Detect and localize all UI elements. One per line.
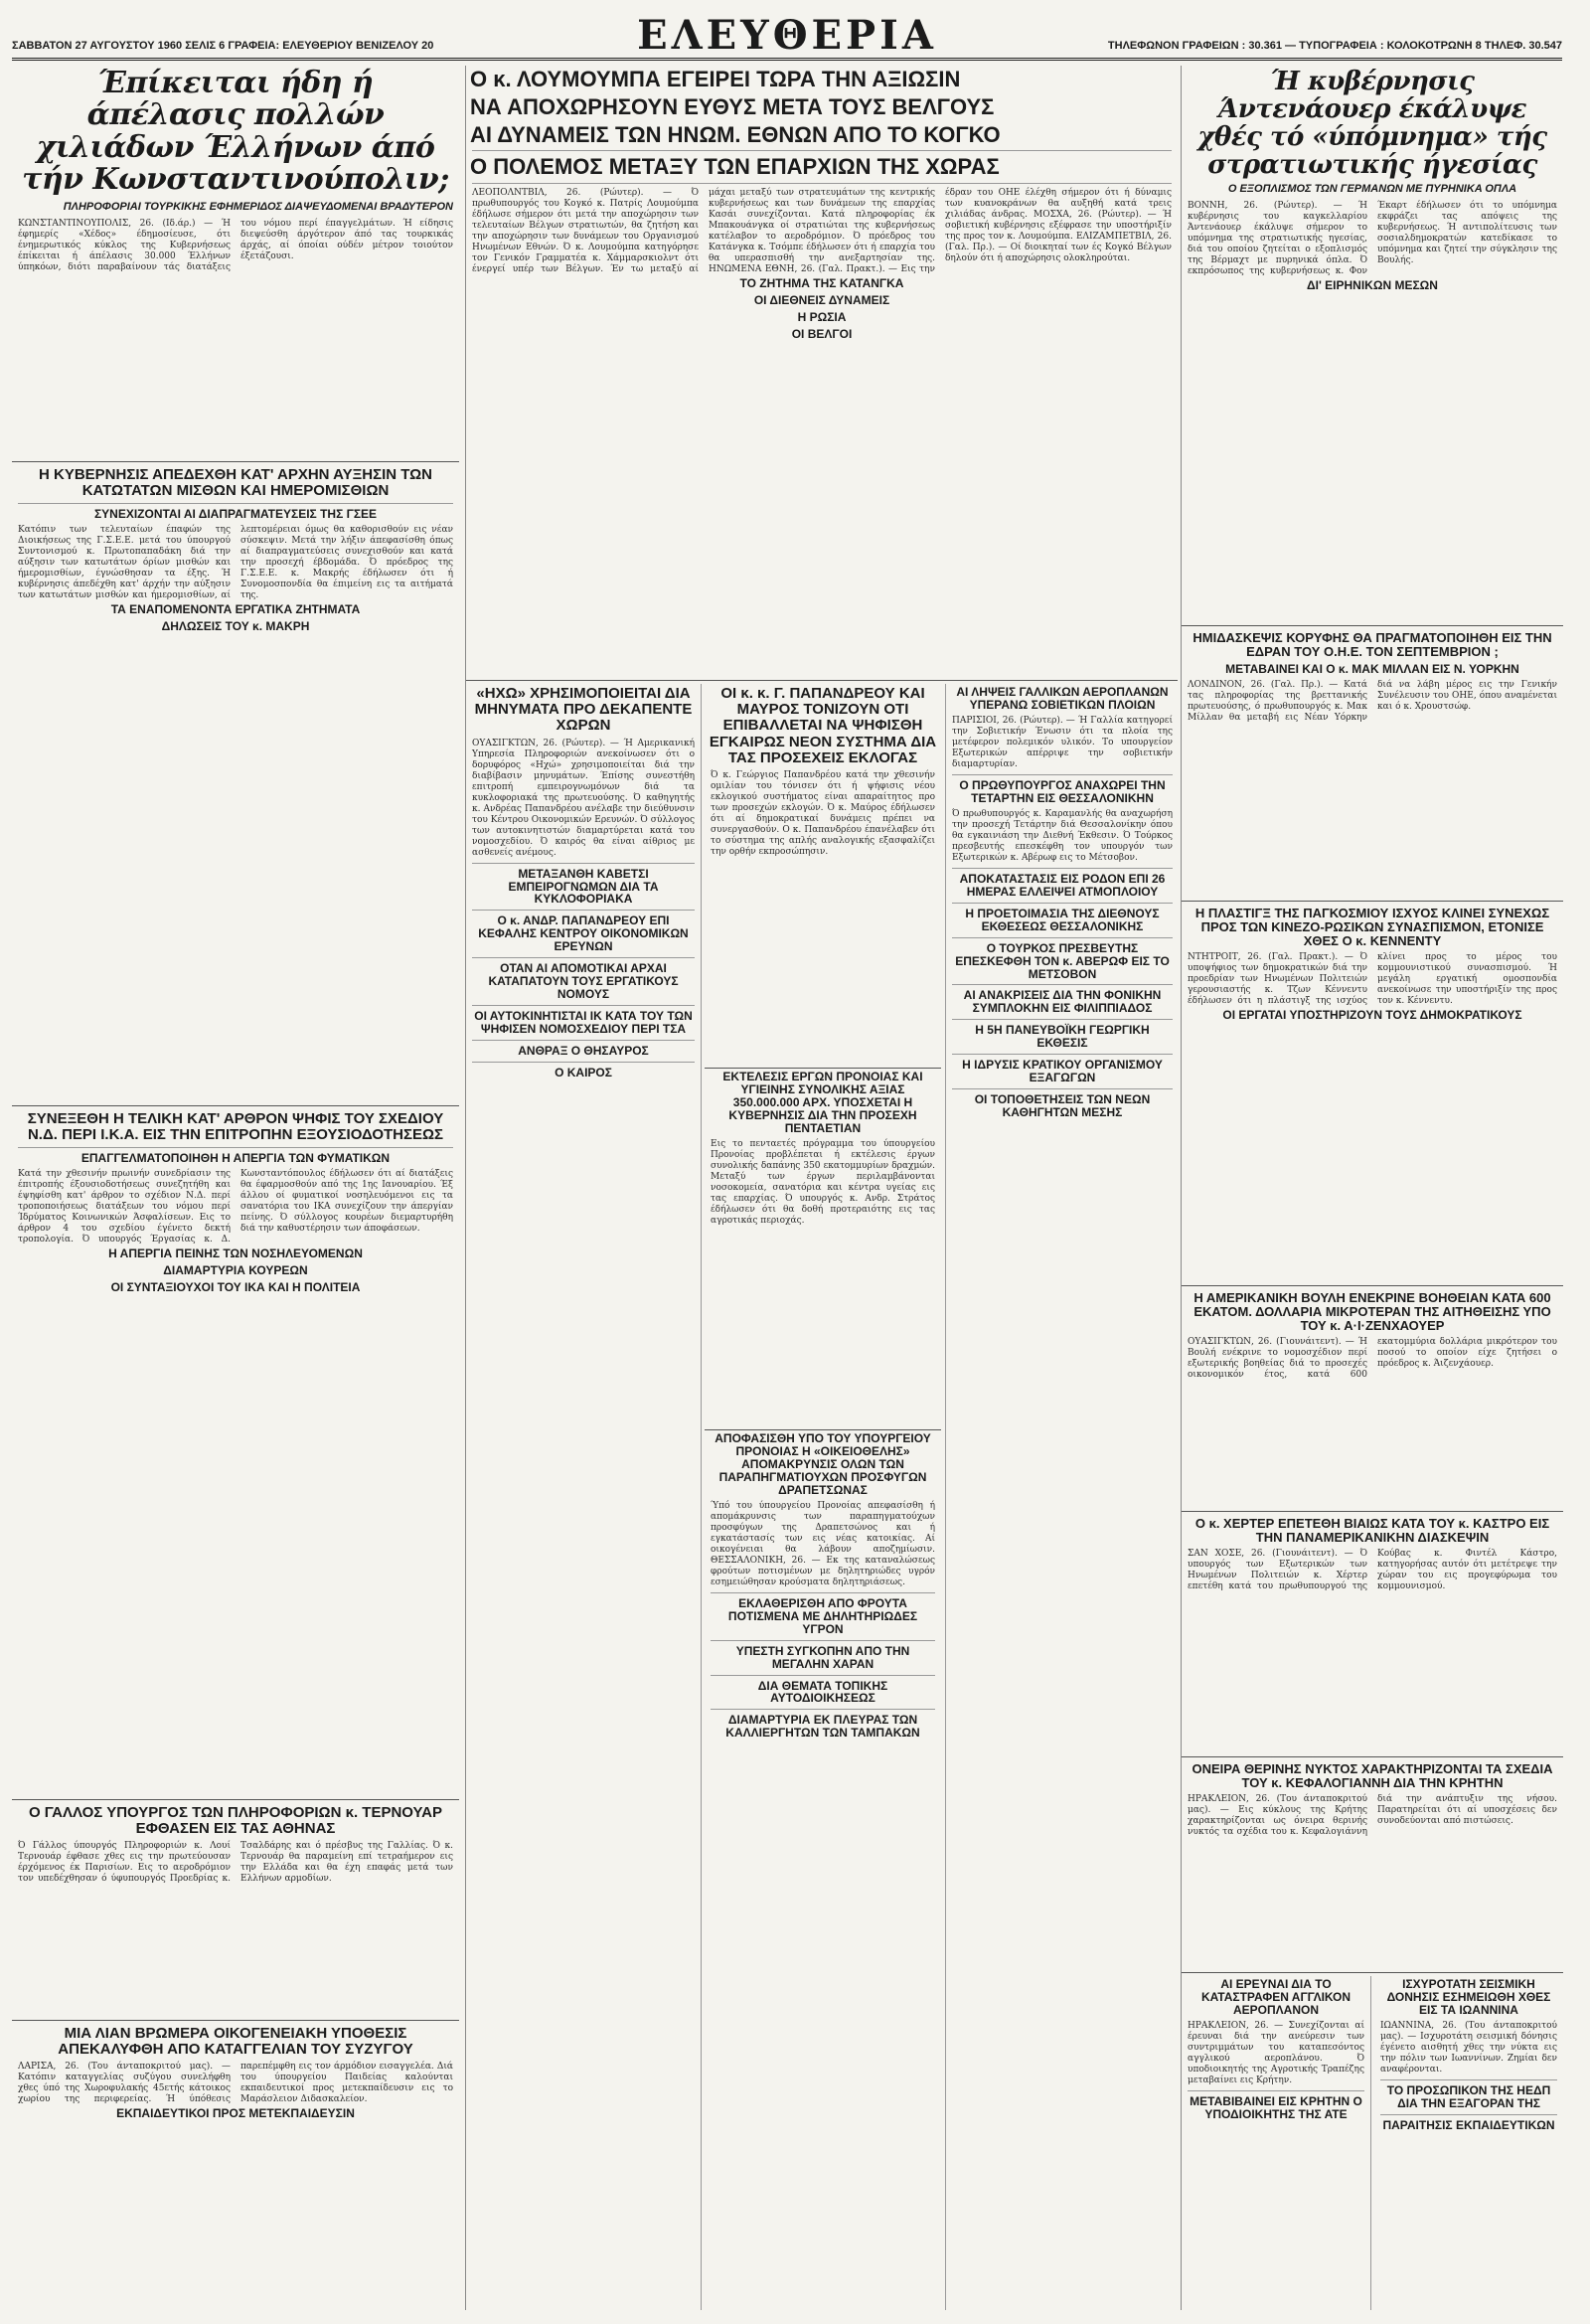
subhead: ΤΟ ΠΡΟΣΩΠΙΚΟΝ ΤΗΣ ΗΕΔΠ ΔΙΑ ΤΗΝ ΕΞΑΓΟΡΑΝ ΤΗΣ	[1386, 2082, 1551, 2110]
headline: ΣΥΝΕΞΕΘΗ Η ΤΕΛΙΚΗ ΚΑΤ' ΑΡΘΡΟΝ ΨΗΦΙΣ ΤΟΥ ΣΧΕΔΙΟΥ Ν.Δ. ΠΕΡΙ Ι.Κ.Α. ΕΙΣ ΤΗΝ ΕΠΙΤΡΟΠΗΝ ΕΞΟΥΣΙΟΔΟΤΗΣΕΩΣ	[27, 1110, 444, 1144]
subhead: ΥΠΕΣΤΗ ΣΥΓΚΟΠΗΝ ΑΠΟ ΤΗΝ ΜΕΓΑΛΗΝ ΧΑΡΑΝ	[735, 1643, 910, 1671]
headline: ΟΝΕΙΡΑ ΘΕΡΙΝΗΣ ΝΥΚΤΟΣ ΧΑΡΑΚΤΗΡΙΖΟΝΤΑΙ ΤΑ ΣΧΕΔΙΑ ΤΟΥ κ. ΚΕΦΑΛΟΓΙΑΝΝΗ ΔΙΑ ΤΗΝ ΚΡΗΤΗΝ	[1192, 1761, 1553, 1791]
story-herter	[1182, 1515, 1563, 1753]
article-body: Εις το πενταετές πρόγραμμα του ύπουργείου Προνοίας προβλέπεται ή εκτέλεσις έργων συνολικής δαπάνης 350 εκατομμυρίων δραχμών. Μεταξύ των έργων περιλαμβάνονται νοσοκομεία, σανατόρια και κέντρα υγείας εις τας επαρχίας. Ό υπουργός κ. Ανδρ. Στράτος έδήλωσεν ότι θα δοθή προτεραιότης εις τας αγροτικάς περιοχάς.	[711, 1138, 935, 1226]
subhead: Η ΠΡΟΕΤΟΙΜΑΣΙΑ ΤΗΣ ΔΙΕΘΝΟΥΣ ΕΚΘΕΣΕΩΣ ΘΕΣΣΑΛΟΝΙΚΗΣ	[965, 906, 1160, 933]
masthead	[12, 10, 1562, 61]
headline-line-1: Ο κ. ΛΟΥΜΟΥΜΠΑ ΕΓΕΙΡΕΙ ΤΩΡΑ ΤΗΝ ΑΞΙΩΣΙΝ	[470, 67, 961, 91]
headline-line-3: ΑΙ ΔΥΝΑΜΕΙΣ ΤΩΝ ΗΝΩΜ. ΕΘΝΩΝ ΑΠΟ ΤΟ ΚΟΓΚΟ	[470, 121, 1001, 147]
headline: ΑΙ ΕΡΕΥΝΑΙ ΔΙΑ ΤΟ ΚΑΤΑΣΤΡΑΦΕΝ ΑΓΓΛΙΚΟΝ ΑΕΡΟΠΛΑΝΟΝ	[1200, 1977, 1352, 2017]
article-body: ΚΩΝΣΤΑΝΤΙΝΟΥΠΟΛΙΣ, 26. (Ιδ.άρ.) — Ή έφημερίς «Χέδος» έδημοσίευσε, ότι ένημερωτικός κύκλος της Κυβερνήσεως έπίκειται ή άπέλασις 30.000 Έλλήνων ύπηκόων, διότι παραβαίνουν τάς διατάξεις του νόμου περί έπαγγελμάτων. Ή είδησις διεψεύσθη άργότερον άπό τας τουρκικάς άρχάς, αί όποίαι ούδέν μέτρον τοιούτον έξετάζουσι.	[18, 218, 453, 272]
article-body: Ό πρωθυπουργός κ. Καραμανλής θα αναχωρήση την προσεχή Τετάρτην διά Θεσσαλονίκην όπου θα εγκαινιάση την Διεθνή Έκθεσιν. Ό Τούρκος πρεσβευτής επεσκέφθη τον υπουργόν των Εξωτερικών κ. Αβέρωφ εις το Μέτσοβον.	[952, 808, 1173, 863]
subhead: ΑΝΘΡΑΞ Ο ΘΗΣΑΥΡΟΣ	[518, 1044, 649, 1059]
headline: Ο κ. ΧΕΡΤΕΡ ΕΠΕΤΕΘΗ ΒΙΑΙΩΣ ΚΑΤΑ ΤΟΥ κ. ΚΑΣΤΡΟ ΕΙΣ ΤΗΝ ΠΑΝΑΜΕΡΙΚΑΝΙΚΗΝ ΔΙΑΣΚΕΨΙΝ	[1194, 1516, 1550, 1546]
headline: Ο ΠΡΩΘΥΠΟΥΡΓΟΣ ΑΝΑΧΩΡΕΙ ΤΗΝ ΤΕΤΑΡΤΗΝ ΕΙΣ ΘΕΣΣΑΛΟΝΙΚΗΝ	[959, 777, 1166, 805]
headline: Έπίκειται ήδη ή άπέλασις πολλών χιλιάδων Έλλήνων άπό τήν Κωνσταντινούπολιν;	[22, 66, 449, 198]
subhead: Ο ΚΑΙΡΟΣ	[555, 1066, 612, 1079]
article-body: ΗΡΑΚΛΕΙΟΝ, 26. (Του άνταποκριτού μας). — Εις κύκλους της Κρήτης χαρακτηρίζονται ως όνειρα θερινής νυκτός τα σχέδια του κ. Κεφαλογιάννη διά την ανάπτυξιν της νήσου. Παρατηρείται ότι αί υποσχέσεις δεν συνοδεύονται από πιστώσεις.	[1188, 1794, 1557, 1838]
subhead: ΟΙ ΔΙΕΘΝΕΙΣ ΔΥΝΑΜΕΙΣ	[753, 292, 890, 307]
article-body: ΛΕΟΠΟΛΝΤΒΙΛ, 26. (Ρώυτερ). — Ό πρωθυπουργός του Κογκό κ. Πατρίς Λουμούμπα έδήλωσε σήμερον ότι μετά την αποχώρησιν των τελευταίων Βέλγων στρατιωτών, θα ζητήση και την αποχώρησιν των δυνάμεων του Οργανισμού Ηνωμένων Εθνών. Ό κ. Λουμούμπα κατηγόρησε τον Γενικόν Γραμματέα κ. Χάμμαρσκιολντ ότι ένεργεί υπέρ των Βέλγων. Έν τω μεταξύ αί μάχαι μεταξύ των στρατευμάτων της κεντρικής κυβερνήσεως και των δυνάμεων της επαρχίας Κασάι συνεχίζονται. Κατά πληροφορίας έκ Μπακουάνγκα οί στρατιώται της κυβερνήσεως κατέλαβον το αεροδρόμιον. Ό πρόεδρος του Κατάνγκα κ. Τσόμπε έδήλωσεν ότι ή επαρχία του θα υπερασπισθή την ανεξαρτησίαν της. ΗΝΩΜΕΝΑ ΕΘΝΗ, 26. (Γαλ. Πρακτ.). — Εις την έδραν του ΟΗΕ έλέχθη σήμερον ότι ή δύναμις των κυανοκράνων θα αυξηθή κατά τρεις χιλιάδας άνδρας. ΜΟΣΧΑ, 26. (Ρώυτερ). — Ή σοβιετική κυβέρνησις εξέφρασε την υποστήριξίν της προς τον κ. Λουμούμπα. ΕΛΙΖΑΜΠΕΤΒΙΛ, 26. (Γαλ. Πρ.). — Οί διοικηταί των ές Κογκό Βέλγων δηλούν ότι ή αποχώρησις ολοκληρούται.	[472, 188, 1172, 274]
headline: ΟΙ κ. κ. Γ. ΠΑΠΑΝΔΡΕΟΥ ΚΑΙ ΜΑΥΡΟΣ ΤΟΝΙΖΟΥΝ ΟΤΙ ΕΠΙΒΑΛΛΕΤΑΙ ΝΑ ΨΗΦΙΣΘΗ ΕΓΚΑΙΡΩΣ ΝΕΟΝ ΣΥΣΤΗΜΑ ΔΙΑ ΤΑΣ ΠΡΟΣΕΧΕΙΣ ΕΚΛΟΓΑΣ	[709, 685, 937, 766]
subhead: ΟΙ ΒΕΛΓΟΙ	[791, 326, 853, 341]
headline: Ή κυβέρνησις Άντενάουερ έκάλυψε χθές τό «ύπόμνημα» τής στρατιωτικής ήγεσίας	[1197, 67, 1547, 181]
story-summit	[1182, 629, 1563, 898]
article-body: ΟΥΑΣΙΓΚΤΩΝ, 26. (Ρώυτερ). — Ή Αμερικανική Υπηρεσία Πληροφοριών ανεκοίνωσεν ότι ο δορυφόρος «Ηχώ» χρησιμοποιείται διά την διαβίβασιν μηνυμάτων. Έπίσης συνεστήθη επιτροπή εμπειρογνωμόνων διά τα κυκλοφοριακά της πρωτευούσης. Ό καθηγητής κ. Ανδρέας Παπανδρέου ανέλαβε την διεύθυνσιν του Κέντρου Οικονομικών Ερευνών. Ό σύλλογος των αυτοκινητιστών διαμαρτύρεται κατά του νομοσχεδίου. Ό καιρός θα είναι αίθριος με ασθενείς ανέμους.	[472, 738, 695, 858]
story-aid	[1182, 1289, 1563, 1508]
subhead: ΑΠΟΚΑΤΑΣΤΑΣΙΣ ΕΙΣ ΡΟΔΟΝ ΕΠΙ 26 ΗΜΕΡΑΣ ΕΛΛΕΙΨΕΙ ΑΤΜΟΠΛΟΙΟΥ	[959, 871, 1166, 899]
story-adenauer	[1182, 66, 1563, 622]
column-center	[465, 66, 1178, 2310]
story-family	[12, 2024, 459, 2308]
subhead: ΠΑΡΑΙΤΗΣΙΣ ΕΚΠΑΙΔΕΥΤΙΚΩΝ	[1382, 2117, 1555, 2132]
article-body: Ό κ. Γεώργιος Παπανδρέου κατά την χθεσινήν ομιλίαν του τόνισεν ότι ή ψήφισις νέου εκλογικού συστήματος είναι απαραίτητος προ των προσεχών εκλογών. Ό κ. Μαύρος έδήλωσεν ότι αί δημοκρατικαί δυνάμεις πρέπει να συνεργασθούν. Ο κ. Παπανδρέου έπανέλαβεν ότι το σύστημα της απλής αναλογικής εξασφαλίζει την ορθήν εκπροσώπησιν.	[711, 769, 935, 857]
story-kennedy	[1182, 905, 1563, 1282]
subhead: Η ΡΩΣΙΑ	[797, 309, 847, 324]
headline: ΑΠΟΦΑΣΙΣΘΗ ΥΠΟ ΤΟΥ ΥΠΟΥΡΓΕΙΟΥ ΠΡΟΝΟΙΑΣ Η «ΟΙΚΕΙΟΘΕΛΗΣ» ΑΠΟΜΑΚΡΥΝΣΙΣ ΟΛΩΝ ΤΩΝ ΠΑΡΑΠΗΓΜΑΤΙΟΥΧΩΝ ΠΡΟΣΦΥΓΩΝ ΔΡΑΠΕΤΣΩΝΑΣ	[715, 1431, 931, 1497]
subhead: ΔΗΛΩΣΕΙΣ ΤΟΥ κ. ΜΑΚΡΗ	[161, 619, 310, 634]
headline: ΗΜΙΔΑΣΚΕΨΙΣ ΚΟΡΥΦΗΣ ΘΑ ΠΡΑΓΜΑΤΟΠΟΙΗΘΗ ΕΙΣ ΤΗΝ ΕΔΡΑΝ ΤΟΥ Ο.Η.Ε. ΤΟΝ ΣΕΠΤΕΜΒΡΙΟΝ ;	[1192, 630, 1552, 660]
subhead: Ο κ. ΑΝΔΡ. ΠΑΠΑΝΔΡΕΟΥ ΕΠΙ ΚΕΦΑΛΗΣ ΚΕΝΤΡΟΥ ΟΙΚΟΝΟΜΙΚΩΝ ΕΡΕΥΝΩΝ	[478, 913, 689, 954]
article-body: ΣΑΝ ΧΟΣΕ, 26. (Γιουνάιτεντ). — Ό υπουργός των Εξωτερικών των Ηνωμένων Πολιτειών κ. Χέρτερ επετέθη κατά του πρωθυπουργού της Κούβας κ. Φιντέλ Κάστρο, κατηγορήσας αυτόν ότι μετέτρεψε την χώραν του εις προγεφύρωμα του κομμουνισμού.	[1188, 1549, 1557, 1592]
article-body: ΠΑΡΙΣΙΟΙ, 26. (Ρώυτερ). — Ή Γαλλία κατηγορεί την Σοβιετικήν Ένωσιν ότι τα πλοία της μετέφερον πολεμικόν υλικόν. Το υπουργείον Εξωτερικών απέρριψε την σοβιετικήν διαμαρτυρίαν.	[952, 715, 1173, 769]
story-works	[705, 1068, 941, 1426]
article-body: Κατόπιν των τελευταίων έπαφών της Διοικήσεως της Γ.Σ.Ε.Ε. μετά του ύπουργού Συντονισμού κ. Πρωτοπαπαδάκη διά την αύξησιν των κατωτάτων όρίων μισθών και ήμερομισθίων, έγνώσθησαν τα έξης. Ή κυβέρνησις άπεδέχθη κατ' άρχήν την αύξησιν των κατωτάτων μισθών και ήμερομισθίων, αί λεπτομέρειαι όμως θα καθορισθούν εις νέαν σύσκεψιν. Μετά την λήξιν άπεφασίσθη όπως αί διαπραγματεύσεις συνεχισθούν και κατά την προσεχή έβδομάδα. Ό πρόεδρος της Γ.Σ.Ε.Ε. κ. Μακρής έδήλωσεν ότι ή Συνομοσπονδία θα έπιμείνη εις τα αιτήματά της.	[18, 525, 453, 601]
story-pm	[945, 684, 1178, 2310]
article-body: ΗΡΑΚΛΕΙΟΝ, 26. — Συνεχίζονται αί έρευναι διά την ανεύρεσιν των συντριμμάτων του καταπεσόντος αγγλικού αεροπλάνου. Ό υποδιοικητής της Αγροτικής Τραπέζης μεταβαίνει εις Κρήτην.	[1188, 2020, 1364, 2085]
story-wages	[12, 465, 459, 1101]
headline: Ο ΓΑΛΛΟΣ ΥΠΟΥΡΓΟΣ ΤΩΝ ΠΛΗΡΟΦΟΡΙΩΝ κ. ΤΕΡΝΟΥΑΡ ΕΦΘΑΣΕΝ ΕΙΣ ΤΑΣ ΑΘΗΝΑΣ	[28, 1804, 443, 1838]
headline: Η ΑΜΕΡΙΚΑΝΙΚΗ ΒΟΥΛΗ ΕΝΕΚΡΙΝΕ ΒΟΗΘΕΙΑΝ ΚΑΤΑ 600 ΕΚΑΤΟΜ. ΔΟΛΛΑΡΙΑ ΜΙΚΡΟΤΕΡΑΝ ΤΗΣ ΑΙΤΗΘΕΙΣΗΣ ΥΠΟ ΤΟΥ κ. Α·Ι·ΖΕΝΧΑΟΥΕΡ	[1193, 1290, 1551, 1334]
subhead: ΜΕΤΑΞΑΝΘΗ ΚΑΒΕΤΣΙ ΕΜΠΕΙΡΟΓΝΩΜΩΝ ΔΙΑ ΤΑ ΚΥΚΛΟΦΟΡΙΑΚΑ	[508, 866, 659, 907]
column-right	[1181, 66, 1563, 2310]
newspaper-page	[12, 10, 1562, 2314]
article-body: Ύπό του ύπουργείου Προνοίας απεφασίσθη ή απομάκρυνσις των παραπηγματούχων προσφύγων της Δραπετσώνος και ή εγκατάστασίς των εις νέας κατοικίας. Αί οικογένειαι θα λάβουν αποζημίωσιν. ΘΕΣΣΑΛΟΝΙΚΗ, 26. — Εκ της καταναλώσεως φρούτων ποτισμένων με δηλητηριώδες υγρόν εσημειώθησαν κρούσματα δηλητηριάσεως.	[711, 1500, 935, 1587]
masthead-phones: ΤΗΛΕΦΩΝΟΝ ΓΡΑΦΕΙΩΝ : 30.361 — ΤΥΠΟΓΡΑΦΕΙΑ : ΚΟΛΟΚΟΤΡΩΝΗ 8 ΤΗΛΕΦ. 30.547	[1107, 40, 1562, 52]
subhead: ΜΕΤΑΒΙΒΑΙΝΕΙ ΕΙΣ ΚΡΗΤΗΝ Ο ΥΠΟΔΙΟΙΚΗΤΗΣ ΤΗΣ ΑΤΕ	[1190, 2093, 1362, 2121]
story-papandreou	[705, 684, 941, 1062]
subhead: ΜΕΤΑΒΑΙΝΕΙ ΚΑΙ Ο κ. ΜΑΚ ΜΙΛΛΑΝ ΕΙΣ Ν. ΥΟΡΚΗΝ	[1225, 662, 1519, 677]
subhead: Ο ΤΟΥΡΚΟΣ ΠΡΕΣΒΕΥΤΗΣ ΕΠΕΣΚΕΦΘΗ ΤΟΝ κ. ΑΒΕΡΩΦ ΕΙΣ ΤΟ ΜΕΤΣΟΒΟΝ	[955, 940, 1170, 981]
headline-line-2: ΝΑ ΑΠΟΧΩΡΗΣΟΥΝ ΕΥΘΥΣ ΜΕΤΑ ΤΟΥΣ ΒΕΛΓΟΥΣ	[470, 93, 995, 119]
story-iky	[12, 1109, 459, 1795]
story-ternouar	[12, 1803, 459, 2017]
article-body: ΙΩΑΝΝΙΝΑ, 26. (Του άνταποκριτού μας). — Ισχυροτάτη σεισμική δόνησις έγένετο αισθητή χθες την νύκτα εις την πόλιν των Ιωαννίνων. Ζημίαι δεν αναφέρονται.	[1380, 2020, 1557, 2075]
subhead: Η ΑΠΕΡΓΙΑ ΠΕΙΝΗΣ ΤΩΝ ΝΟΣΗΛΕΥΟΜΕΝΩΝ	[108, 1246, 363, 1261]
headline: ΕΚΤΕΛΕΣΙΣ ΕΡΓΩΝ ΠΡΟΝΟΙΑΣ ΚΑΙ ΥΓΙΕΙΝΗΣ ΣΥΝΟΛΙΚΗΣ ΑΞΙΑΣ 350.000.000 ΑΡΧ. ΥΠΟΣΧΕΤΑΙ Η ΚΥΒΕΡΝΗΣΙΣ ΔΙΑ ΤΗΝ ΠΡΟΣΕΧΗ ΠΕΝΤΑΕΤΙΑΝ	[722, 1070, 923, 1135]
article-body: ΒΟΝΝΗ, 26. (Ρώυτερ). — Ή κυβέρνησις του καγκελλαρίου Άντενάουερ έκάλυψε σήμερον το υπόμνημα της στρατιωτικής ηγεσίας, διά του οποίου ζητείται ο εξοπλισμός της Βέρμαχτ με πυρηνικά όπλα. Ό εκπρόσωπος της κυβερνήσεως κ. Φον Έκαρτ έδήλωσεν ότι το υπόμνημα εκφράζει τας απόψεις της κυβερνήσεως. Ή αντιπολίτευσις των σοσιαλδημοκρατών κατεδίκασε το υπόμνημα και ζητεί την σύγκλησιν της Βουλής.	[1188, 201, 1557, 277]
kicker: ΠΛΗΡΟΦΟΡΙΑΙ ΤΟΥΡΚΙΚΗΣ ΕΦΗΜΕΡΙΔΟΣ ΔΙΑΨΕΥΔΟΜΕΝΑΙ ΒΡΑΔΥΤΕΡΟΝ	[63, 200, 453, 213]
subhead: ΕΚΠΑΙΔΕΥΤΙΚΟΙ ΠΡΟΣ ΜΕΤΕΚΠΑΙΔΕΥΣΙΝ	[116, 2106, 355, 2121]
headline: ΜΙΑ ΛΙΑΝ ΒΡΩΜΕΡΑ ΟΙΚΟΓΕΝΕΙΑΚΗ ΥΠΟΘΕΣΙΣ ΑΠΕΚΑΛΥΦΘΗ ΑΠΟ ΚΑΤΑΓΓΕΛΙΑΝ ΤΟΥ ΣΥΖΥΓΟΥ	[58, 2025, 413, 2059]
subhead: ΔΙ' ΕΙΡΗΝΙΚΩΝ ΜΕΣΩΝ	[1307, 278, 1438, 293]
article-body: ΛΟΝΔΙΝΟΝ, 26. (Γαλ. Πρ.). — Κατά τας πληροφορίας της βρεττανικής πρωτευούσης, ό πρωθυπουργός κ. Μακ Μίλλαν θα μεταβή εις Νέαν Υόρκην διά να λάβη μέρος εις την Γενικήν Συνέλευσιν του ΟΗΕ, όπου αναμένεται και ό κ. Χρουστσώφ.	[1188, 680, 1557, 724]
subhead: ΟΙ ΣΥΝΤΑΞΙΟΥΧΟΙ ΤΟΥ ΙΚΑ ΚΑΙ Η ΠΟΛΙΤΕΙΑ	[110, 1280, 361, 1295]
article-body: ΝΤΗΤΡΟΙΤ, 26. (Γαλ. Πρακτ.). — Ό υποψήφιος των δημοκρατικών διά την προεδρίαν των Ηνωμένων Πολιτειών γερουσιαστής κ. Τζων Κέννεντυ έδήλωσεν ότι η πλάστιγξ της ισχύος κλίνει προς το μέρος του κομμουνιστικού συνασπισμού. Ή μεγάλη εργατική ομοσπονδία ανεκοίνωσε την υποστήριξίν της προς τον κ. Κέννεντυ.	[1188, 952, 1557, 1007]
article-body: ΛΑΡΙΣΑ, 26. (Του άνταποκριτού μας). — Κατόπιν καταγγελίας συζύγου συνελήφθη χθες ύπό της Χωροφυλακής 45ετής κάτοικος χωρίου της περιφερείας. Ή ύπόθεσις παρεπέμφθη εις τον άρμόδιον εισαγγελέα. Διά του ύπουργείου Παιδείας καλούνται εκπαιδευτικοί προς μετεκπαίδευσιν εις το Μαράσλειον Διδασκαλείον.	[18, 2062, 453, 2105]
article-body: Ό Γάλλος ύπουργός Πληροφοριών κ. Λουί Τερνουάρ έφθασε χθες εις την πρωτεύουσαν έρχόμενος έκ Παρισίων. Εις το αεροδρόμιον τον υπεδέχθησαν ό ύφυπουργός Προεδρίας κ. Τσαλδάρης και ό πρέσβυς της Γαλλίας. Ό κ. Τερνουάρ θα παραμείνη επί τετραήμερον εις την Ελλάδα και θα έχη επαφάς μετά των Ελλήνων αρμοδίων.	[18, 1841, 453, 1885]
story-crete	[1182, 1760, 1563, 1969]
story-echo	[466, 684, 702, 2310]
headline: «ΗΧΩ» ΧΡΗΣΙΜΟΠΟΙΕΙΤΑΙ ΔΙΑ ΜΗΝΥΜΑΤΑ ΠΡΟ ΔΕΚΑΠΕΝΤΕ ΧΩΡΩΝ	[474, 685, 693, 735]
story-lumumba	[466, 66, 1178, 677]
kicker: Ο ΕΞΟΠΛΙΣΜΟΣ ΤΩΝ ΓΕΡΜΑΝΩΝ ΜΕ ΠΥΡΗΝΙΚΑ ΟΠΛΑ	[1227, 183, 1517, 196]
subhead: ΟΙ ΤΟΠΟΘΕΤΗΣΕΙΣ ΤΩΝ ΝΕΩΝ ΚΑΘΗΓΗΤΩΝ ΜΕΣΗΣ	[974, 1092, 1151, 1120]
headline: Η ΠΛΑΣΤΙΓΞ ΤΗΣ ΠΑΓΚΟΣΜΙΟΥ ΙΣΧΥΟΣ ΚΛΙΝΕΙ ΣΥΝΕΧΩΣ ΠΡΟΣ ΤΩΝ ΚΙΝΕΖΟ-ΡΩΣΙΚΩΝ ΣΥΝΑΣΠΙΣΜΟΝ, ΕΤΟΝΙΣΕ ΧΘΕΣ Ο κ. ΚΕΝΝΕΝΤΥ	[1194, 906, 1550, 949]
article-body: ΟΥΑΣΙΓΚΤΩΝ, 26. (Γιουνάιτεντ). — Ή Βουλή ενέκρινε το νομοσχέδιον περί εξωτερικής βοηθείας διά το προσεχές οικονομικόν έτος, κατά 600 εκατομμύρια δολλάρια μικρότερον του ποσού το οποίον είχε ζητήσει ο πρόεδρος κ. Άιζενχάουερ.	[1188, 1337, 1557, 1381]
subhead: ΟΤΑΝ ΑΙ ΑΠΟΜΟΤΙΚΑΙ ΑΡΧΑΙ ΚΑΤΑΠΑΤΟΥΝ ΤΟΥΣ ΕΡΓΑΤΙΚΟΥΣ ΝΟΜΟΥΣ	[488, 961, 679, 1002]
headline: Η ΚΥΒΕΡΝΗΣΙΣ ΑΠΕΔΕΧΘΗ ΚΑΤ' ΑΡΧΗΝ ΑΥΞΗΣΙΝ ΤΩΝ ΚΑΤΩΤΑΤΩΝ ΜΙΣΘΩΝ ΚΑΙ ΗΜΕΡΟΜΙΣΘΙΩΝ	[38, 466, 432, 500]
subhead: ΕΠΑΓΓΕΛΜΑΤΟΠΟΙΗΘΗ Η ΑΠΕΡΓΙΑ ΤΩΝ ΦΥΜΑΤΙΚΩΝ	[80, 1151, 391, 1166]
column-left	[12, 66, 459, 2310]
subhead: ΣΥΝΕΧΙΖΟΝΤΑΙ ΑΙ ΔΙΑΠΡΑΓΜΑΤΕΥΣΕΙΣ ΤΗΣ ΓΣΕΕ	[93, 507, 378, 522]
headline: ΑΙ ΛΗΨΕΙΣ ΓΑΛΛΙΚΩΝ ΑΕΡΟΠΛΑΝΩΝ ΥΠΕΡΑΝΩ ΣΟΒΙΕΤΙΚΩΝ ΠΛΟΙΩΝ	[956, 685, 1169, 712]
story-aircraft	[1182, 1976, 1371, 2310]
story-constantinople	[12, 66, 459, 458]
masthead-date-line: ΣΑΒΒΑΤΟΝ 27 ΑΥΓΟΥΣΤΟΥ 1960 ΣΕΛΙΣ 6 ΓΡΑΦΕΙΑ: ΕΛΕΥΘΕΡΙΟΥ ΒΕΝΙΖΕΛΟΥ 20	[12, 40, 434, 52]
subhead: ΕΚΛΑΘΕΡΙΣΘΗ ΑΠΟ ΦΡΟΥΤΑ ΠΟΤΙΣΜΕΝΑ ΜΕ ΔΗΛΗΤΗΡΙΩΔΕΣ ΥΓΡΟΝ	[727, 1595, 918, 1636]
subhead: Η ΙΔΡΥΣΙΣ ΚΡΑΤΙΚΟΥ ΟΡΓΑΝΙΣΜΟΥ ΕΞΑΓΩΓΩΝ	[962, 1058, 1163, 1085]
subhead: ΔΙΑ ΘΕΜΑΤΑ ΤΟΠΙΚΗΣ ΑΥΤΟΔΙΟΙΚΗΣΕΩΣ	[757, 1678, 888, 1706]
subhead: ΤΑ ΕΝΑΠΟΜΕΝΟΝΤΑ ΕΡΓΑΤΙΚΑ ΖΗΤΗΜΑΤΑ	[110, 602, 361, 617]
subhead: ΔΙΑΜΑΡΤΥΡΙΑ ΕΚ ΠΛΕΥΡΑΣ ΤΩΝ ΚΑΛΛΙΕΡΓΗΤΩΝ ΤΩΝ ΤΑΜΠΑΚΩΝ	[725, 1713, 920, 1741]
subhead: ΤΟ ΖΗΤΗΜΑ ΤΗΣ ΚΑΤΑΝΓΚΑ	[739, 276, 904, 290]
newspaper-title: ΕΛΕΥΘΕΡΙΑ	[637, 12, 937, 59]
story-quake	[1374, 1976, 1563, 2310]
subhead: ΑΙ ΑΝΑΚΡΙΣΕΙΣ ΔΙΑ ΤΗΝ ΦΟΝΙΚΗΝ ΣΥΜΠΛΟΚΗΝ ΕΙΣ ΦΙΛΙΠΠΙΑΔΟΣ	[963, 988, 1162, 1016]
article-body: Κατά την χθεσινήν πρωινήν συνεδρίασιν της έπιτροπής έξουσιοδοτήσεως συνεζητήθη και έψηφίσθη κατ' άρθρον το σχέδιον Ν.Δ. περί τροποποιήσεως διατάξεων του νόμου περί Ίδρύματος Κοινωνικών Άσφαλίσεων. Εις το άρθρον 4 του σχεδίου έγένετο δεκτή τροπολογία. Ό υπουργός Έργασίας κ. Δ. Κωνσταντόπουλος έδήλωσεν ότι αί διατάξεις θα έφαρμοσθούν από της 1ης Ιανουαρίου. Έξ άλλου οί φυματικοί νοσηλευόμενοι εις τα σανατόρια του ΙΚΑ συνεχίζουν την άπεργίαν πείνης. Ό σύλλογος κουρέων διεμαρτυρήθη διά την καθυστέρησιν των άποφάσεων.	[18, 1169, 453, 1245]
story-refugees	[705, 1429, 941, 2310]
subhead: ΟΙ ΑΥΤΟΚΙΝΗΤΙΣΤΑΙ ΙΚ ΚΑΤΑ ΤΟΥ ΤΩΝ ΨΗΦΙΣΕΝ ΝΟΜΟΣΧΕΔΙΟΥ ΠΕΡΙ ΤΣΑ	[474, 1009, 693, 1037]
headline-line-4: Ο ΠΟΛΕΜΟΣ ΜΕΤΑΞΥ ΤΩΝ ΕΠΑΡΧΙΩΝ ΤΗΣ ΧΩΡΑΣ	[470, 154, 1000, 180]
subhead: ΔΙΑΜΑΡΤΥΡΙΑ ΚΟΥΡΕΩΝ	[163, 1263, 308, 1278]
subhead: Η 5Η ΠΑΝΕΥΒΟΪΚΗ ΓΕΩΡΓΙΚΗ ΕΚΘΕΣΙΣ	[975, 1023, 1150, 1051]
headline: ΙΣΧΥΡΟΤΑΤΗ ΣΕΙΣΜΙΚΗ ΔΟΝΗΣΙΣ ΕΣΗΜΕΙΩΘΗ ΧΘΕΣ ΕΙΣ ΤΑ ΙΩΑΝΝΙΝΑ	[1386, 1977, 1551, 2017]
subhead: ΟΙ ΕΡΓΑΤΑΙ ΥΠΟΣΤΗΡΙΖΟΥΝ ΤΟΥΣ ΔΗΜΟΚΡΑΤΙΚΟΥΣ	[1222, 1008, 1522, 1023]
